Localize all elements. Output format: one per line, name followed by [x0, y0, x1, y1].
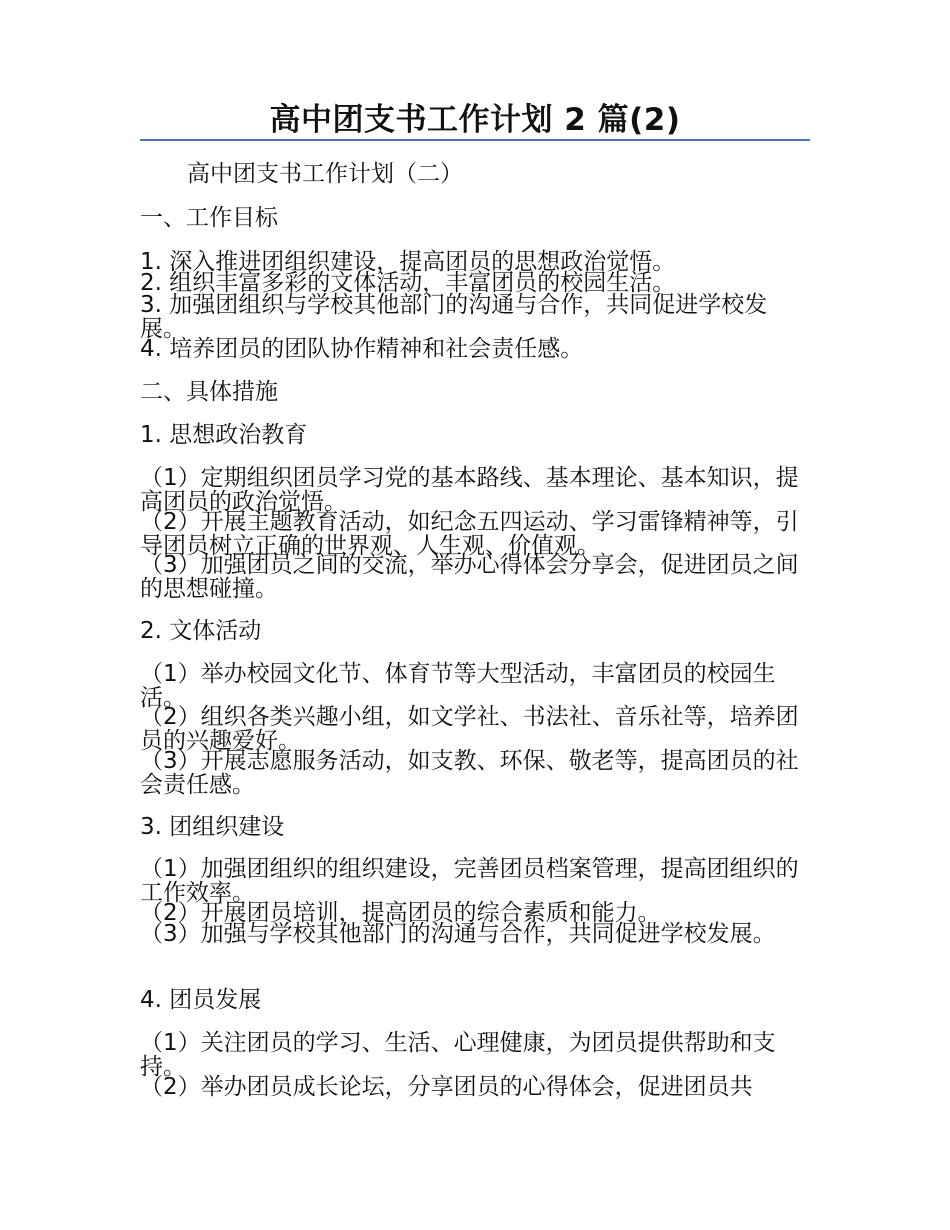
goal-item: 3. 加强团组织与学校其他部门的沟通与合作，共同促进学校发展。 [140, 292, 768, 342]
goal-item: 4. 培养团员的团队协作精神和社会责任感。 [140, 336, 584, 362]
goal-item: 2. 组织丰富多彩的文体活动，丰富团员的校园生活。 [140, 270, 676, 296]
subsection-heading-organization-building: 3. 团组织建设 [140, 814, 285, 840]
measure-item: （2）组织各类兴趣小组，如文学社、书法社、音乐社等，培养团员的兴趣爱好。 [140, 704, 799, 754]
measure-item: （1）定期组织团员学习党的基本路线、基本理论、基本知识，提高团员的政治觉悟。 [140, 465, 799, 515]
measure-item: （2）开展主题教育活动，如纪念五四运动、学习雷锋精神等，引导团员树立正确的世界观、人生观、价值观。 [140, 509, 799, 559]
measure-item: （1）加强团组织的组织建设，完善团员档案管理，提高团组织的工作效率。 [140, 856, 799, 906]
measure-item: （1）关注团员的学习、生活、心理健康，为团员提供帮助和支持。 [140, 1030, 776, 1080]
measure-item: （3）加强团员之间的交流，举办心得体会分享会，促进团员之间的思想碰撞。 [140, 552, 799, 602]
measure-item: （3）加强与学校其他部门的沟通与合作，共同促进学校发展。 [140, 921, 776, 947]
subsection-heading-cultural-activities: 2. 文体活动 [140, 618, 262, 644]
measure-item: （2）开展团员培训，提高团员的综合素质和能力。 [140, 900, 661, 926]
document-title: 高中团支书工作计划 2 篇(2) [269, 102, 681, 138]
measure-item: （2）举办团员成长论坛，分享团员的心得体会，促进团员共 [140, 1074, 753, 1100]
section-heading-goals: 一、工作目标 [140, 205, 278, 231]
document-subtitle: 高中团支书工作计划（二） [187, 161, 463, 187]
measure-item: （1）举办校园文化节、体育节等大型活动，丰富团员的校园生活。 [140, 661, 776, 711]
subsection-heading-political-education: 1. 思想政治教育 [140, 422, 308, 448]
title-underline [140, 139, 810, 141]
subsection-heading-member-development: 4. 团员发展 [140, 987, 262, 1013]
goal-item: 1. 深入推进团组织建设，提高团员的思想政治觉悟。 [140, 249, 676, 275]
measure-item: （3）开展志愿服务活动，如支教、环保、敬老等，提高团员的社会责任感。 [140, 748, 799, 798]
section-heading-measures: 二、具体措施 [140, 379, 278, 405]
